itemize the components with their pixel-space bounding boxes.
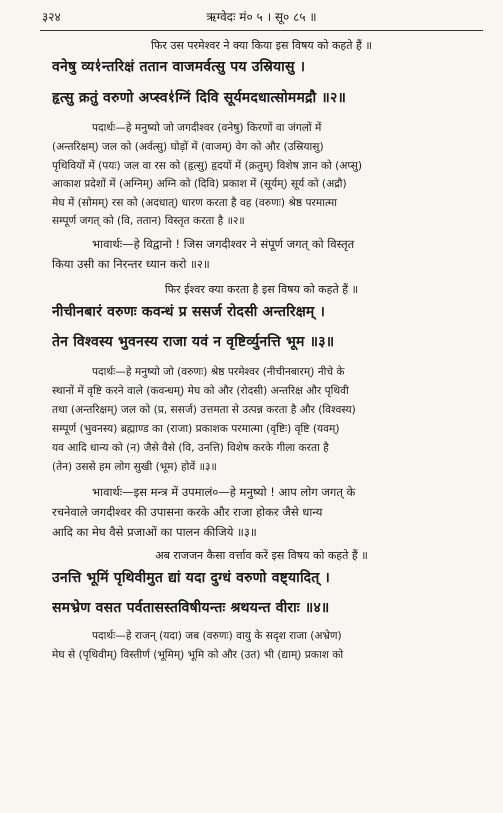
padartha-line: सम्पूर्ण जगत् को (वि, ततान) विस्तृत करता है ॥२॥ xyxy=(52,215,245,227)
mantra-line: उनत्ति भूमिं पृथिवीमुत द्यां यदा दुग्धं वरुणो वष्ट्यादित् । xyxy=(52,570,331,586)
padartha-line: मेघ से (पृथिवीम्) विस्तीर्ण (भूमिम्) भूमि को और (उत) भी (द्याम्) प्रकाश को xyxy=(52,649,344,661)
padartha-line: पदार्थः—हे मनुष्यो जो (वरुणः) श्रेष्ठ परमेश्वर (नीचीनबारम्) नीचे के xyxy=(92,366,345,378)
padartha-line: सम्पूर्ण (भुवनस्य) ब्रह्माण्ड का (राजा) प्रकाशक परमात्मा (वृष्टिः) वृष्टि (यवम्) xyxy=(52,423,340,435)
running-title: ऋग्वेदः मं० ५ । सू० ८५ ॥ xyxy=(206,10,317,24)
intro-line: फिर ईश्वर क्या करता है इस विषय को कहते हैं ॥ xyxy=(164,283,359,296)
mantra-line: वनेषु व्य१॑न्तरिक्षं ततान वाजमर्वत्सु पय उस्रियासु । xyxy=(52,59,306,75)
bhavartha-line: आदि का मेघ वैसे प्रजाओं का पालन कीजिये ॥३॥ xyxy=(52,525,257,539)
padartha-line: स्थानों में वृष्टि करने वाले (कवन्धम्) मेघ को और (रोदसी) अन्तरिक्ष और पृथिवी xyxy=(52,385,349,397)
bhavartha-line: रचनेवाले जगदीश्वर की उपासना करके और राजा होकर जैसे धान्य xyxy=(52,505,323,519)
mantra-line: हृत्सु क्रतुं वरुणो अप्स्व१॑ग्निं दिवि सूर्यमदधात्सोममद्रौ ॥२॥ xyxy=(52,90,347,106)
padartha-line: पदार्थः—हे मनुष्यो जो जगदीश्वर (वनेषु) किरणों वा जंगलों में xyxy=(92,122,322,134)
bhavartha-line: भावार्थः—इस मन्त्र में उपमालं०—हे मनुष्यो ! आप लोग जगत् के xyxy=(92,485,356,499)
header-rule xyxy=(40,30,483,31)
padartha-line: (अन्तरिक्षम्) जल को (अर्वत्सु) घोड़ों में (वाजम्) वेग को और (उस्रियासु) xyxy=(52,141,324,153)
padartha-line: पृथिवियों में (पयः) जल वा रस को (हृत्सु) हृदयों में (क्रतुम्) विशेष ज्ञान को (अप्सु) xyxy=(52,160,362,172)
padartha-line: मेघ में (सोमम्) रस को (अदधात्) धारण करता है वह (वरुणः) श्रेष्ठ परमात्मा xyxy=(52,197,337,209)
padartha-line: आकाश प्रदेशों में (अग्निम्) अग्नि को (दिवि) प्रकाश में (सूर्यम्) सूर्य को (अद्रौ) xyxy=(52,178,347,190)
mantra-line: नीचीनबारं वरुणः कवन्धं प्र ससर्ज रोदसी अन्तरिक्षम् । xyxy=(52,304,326,320)
mantra-line: समभ्रेण वसत पर्वतासस्तविषीयन्तः श्रथयन्त वीराः ॥४॥ xyxy=(52,600,330,616)
page-header xyxy=(42,8,481,28)
bhavartha-line: भावार्थः—हे विद्वानो ! जिस जगदीश्वर ने संपूर्ण जगत् को विस्तृत xyxy=(92,237,355,251)
padartha-line: पदार्थः—हे राजन् (यदा) जब (वरुणः) वायु के सदृश राजा (अभ्रेण) xyxy=(92,630,342,642)
bhavartha-line: किया उसी का निरन्तर ध्यान करो ॥२॥ xyxy=(52,257,210,271)
padartha-line: यव आदि धान्य को (न) जैसे वैसे (वि, उनत्ति) विशेष करके गीला करता है xyxy=(52,442,329,454)
padartha-line: (तेन) उससे हम लोग सुखी (भूम) होवें ॥३॥ xyxy=(52,461,217,473)
page-number: ३२४ xyxy=(42,10,61,24)
intro-line: अब राजजन कैसा वर्त्ताव करें इस विषय को कहते हैं ॥ xyxy=(155,549,368,562)
padartha-line: तथा (अन्तरिक्षम्) जल को (प्र, ससर्ज) उत्तमता से उत्पन्न करता है और (विश्वस्य) xyxy=(52,404,356,416)
mantra-line: तेन विश्वस्य भुवनस्य राजा यवं न वृष्टिर्व्युनत्ति भूम ॥३॥ xyxy=(52,334,335,350)
intro-line: फिर उस परमेश्वर ने क्या किया इस विषय को कहते हैं ॥ xyxy=(151,39,372,52)
